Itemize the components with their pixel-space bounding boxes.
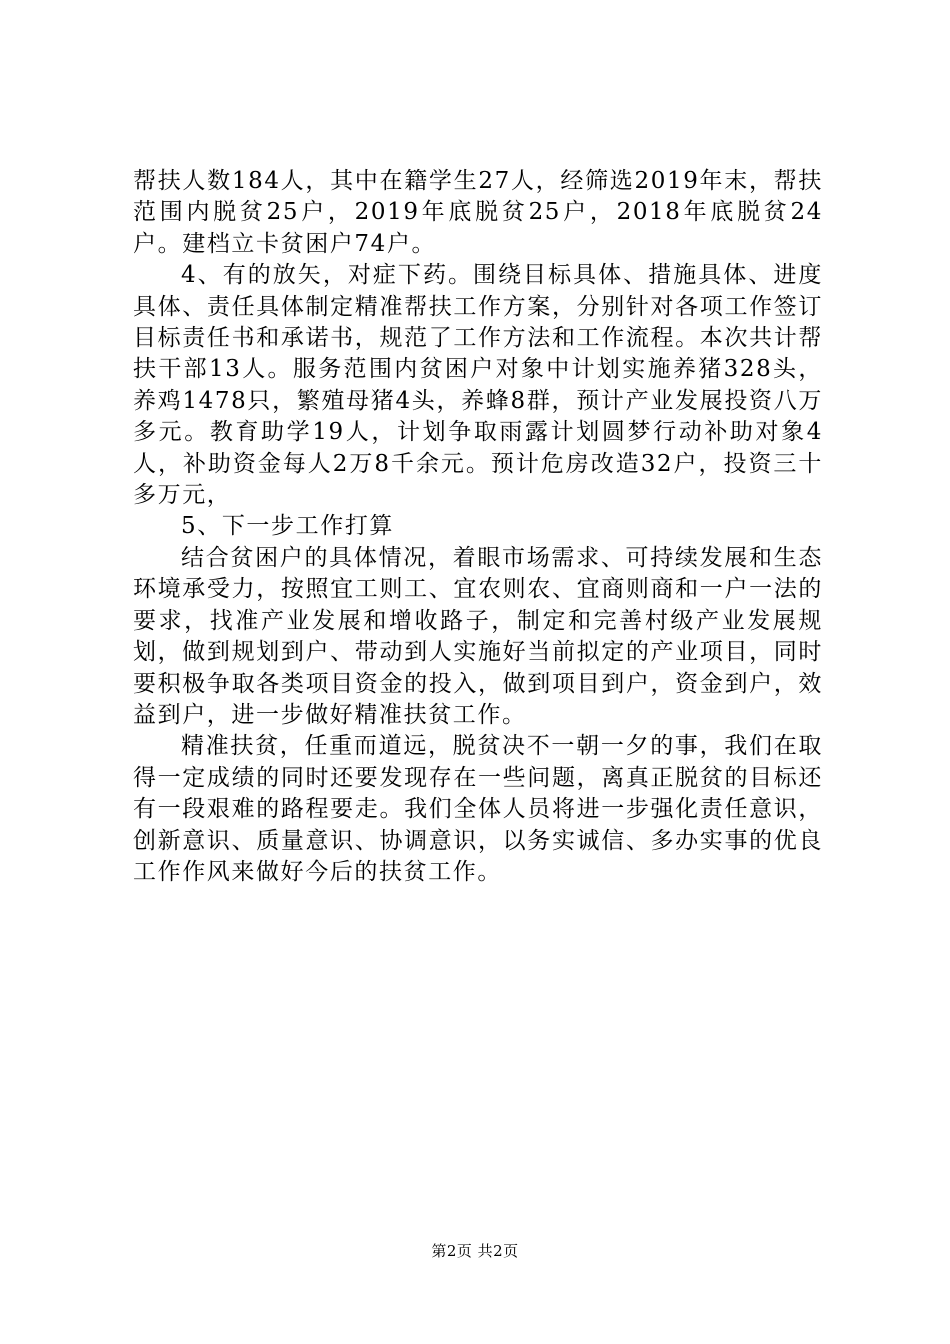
document-body: [133, 166, 823, 888]
paragraph-beneficiary-stats: 帮扶人数184人，其中在籍学生27人，经筛选2019年末，帮扶范围内脱贫25户，2019年底脱贫25户，2018年底脱贫24户。建档立卡贫困户74户。: [133, 168, 823, 257]
section-heading-next-steps: 5、下一步工作打算: [181, 513, 395, 540]
paragraph-conclusion: 精准扶贫，任重而道远，脱贫决不一朝一夕的事，我们在取得一定成绩的同时还要发现存在一些问题，离真正脱贫的目标还有一段艰难的路程要走。我们全体人员将进一步强化责任意识，创新意识、质量意识、协调意识，以务实诚信、多办实事的优良工作作风来做好今后的扶贫工作。: [133, 733, 823, 885]
page-number-footer: 第2页 共2页: [431, 1242, 519, 1260]
paragraph-targeted-measures: 4、有的放矢，对症下药。围绕目标具体、措施具体、进度具体、责任具体制定精准帮扶工作方案，分别针对各项工作签订目标责任书和承诺书，规范了工作方法和工作流程。本次共计帮扶干部13人。服务范围内贫困户对象中计划实施养猪328头，养鸡1478只，繁殖母猪4头，养蜂8群，预计产业发展投资八万多元。教育助学19人，计划争取雨露计划圆梦行动补助对象4人，补助资金每人2万8千余元。预计危房改造32户，投资三十多万元，: [133, 262, 823, 509]
paragraph-next-steps-plan: 结合贫困户的具体情况，着眼市场需求、可持续发展和生态环境承受力，按照宜工则工、宜农则农、宜商则商和一户一法的要求，找准产业发展和增收路子，制定和完善村级产业发展规划，做到规划到户、带动到人实施好当前拟定的产业项目，同时要积极争取各类项目资金的投入，做到项目到户，资金到户，效益到户，进一步做好精准扶贫工作。: [133, 544, 823, 728]
